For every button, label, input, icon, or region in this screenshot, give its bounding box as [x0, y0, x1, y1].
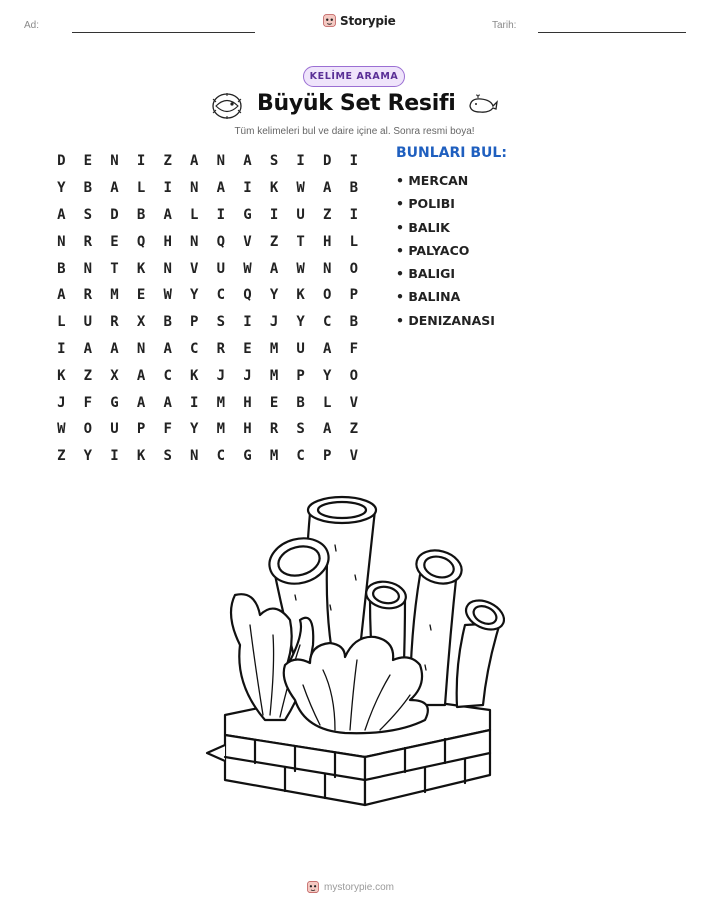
name-line[interactable] — [72, 32, 255, 33]
grid-letter[interactable]: Z — [163, 153, 172, 170]
grid-letter[interactable]: O — [323, 287, 332, 304]
grid-letter[interactable]: I — [190, 394, 199, 411]
grid-letter[interactable]: I — [296, 153, 305, 170]
grid-letter[interactable]: Z — [57, 448, 66, 465]
word-list-item: • PALYACO — [396, 242, 470, 258]
grid-letter[interactable]: U — [83, 314, 93, 331]
grid-letter[interactable]: A — [243, 153, 252, 170]
grid-letter[interactable]: U — [296, 206, 305, 223]
grid-letter[interactable]: A — [57, 206, 66, 223]
grid-letter[interactable]: S — [83, 206, 93, 223]
grid-letter[interactable]: A — [110, 180, 119, 197]
grid-letter[interactable]: D — [57, 153, 66, 170]
grid-letter[interactable]: I — [349, 206, 359, 223]
grid-row — [48, 255, 367, 282]
grid-letter[interactable]: R — [269, 421, 279, 438]
grid-letter[interactable]: R — [216, 340, 226, 357]
whale-icon — [467, 94, 499, 116]
grid-letter[interactable]: A — [136, 367, 146, 384]
grid-letter[interactable]: A — [190, 153, 199, 170]
grid-letter[interactable]: W — [296, 180, 305, 197]
date-line[interactable] — [538, 32, 686, 33]
grid-letter[interactable]: U — [110, 421, 119, 438]
grid-letter[interactable]: C — [323, 314, 332, 331]
grid-letter[interactable]: T — [110, 260, 119, 277]
grid-letter[interactable]: J — [57, 394, 66, 411]
grid-letter[interactable]: K — [136, 448, 146, 465]
grid-letter[interactable]: V — [243, 233, 252, 250]
word-list-item: • DENIZANASI — [396, 312, 495, 328]
grid-letter[interactable]: U — [296, 340, 305, 357]
grid-letter[interactable]: A — [163, 206, 172, 223]
grid-letter[interactable]: I — [216, 206, 226, 223]
word-list-item: • MERCAN — [396, 173, 469, 188]
grid-letter[interactable]: J — [216, 367, 226, 384]
grid-letter[interactable]: F — [163, 421, 172, 438]
word-list-item: • BALIGI — [396, 266, 456, 282]
grid-letter[interactable]: H — [243, 421, 252, 438]
grid-letter[interactable]: S — [296, 421, 305, 438]
grid-letter[interactable]: K — [296, 287, 305, 304]
grid-letter[interactable]: Q — [136, 233, 146, 250]
grid-letter[interactable]: N — [190, 180, 199, 197]
grid-letter[interactable]: N — [190, 448, 199, 465]
grid-letter[interactable]: Z — [83, 367, 93, 384]
grid-letter[interactable]: Y — [190, 421, 199, 438]
grid-letter[interactable]: R — [83, 233, 93, 250]
grid-letter[interactable]: A — [323, 421, 332, 438]
grid-row — [48, 282, 367, 309]
grid-letter[interactable]: L — [349, 233, 359, 250]
grid-letter[interactable]: Z — [323, 206, 332, 223]
grid-letter[interactable]: J — [243, 367, 252, 384]
grid-letter[interactable]: L — [190, 206, 199, 223]
grid-letter[interactable]: U — [216, 260, 226, 277]
grid-letter[interactable]: Y — [190, 287, 199, 304]
grid-letter[interactable]: I — [57, 340, 66, 357]
grid-letter[interactable]: N — [323, 260, 332, 277]
date-label: Tarih: — [492, 20, 517, 31]
grid-letter[interactable]: L — [57, 314, 66, 331]
grid-row — [48, 175, 367, 202]
grid-letter[interactable]: S — [269, 153, 279, 170]
grid-letter[interactable]: A — [216, 180, 226, 197]
grid-letter[interactable]: E — [136, 287, 146, 304]
grid-letter[interactable]: E — [110, 233, 119, 250]
grid-letter[interactable]: V — [349, 394, 359, 411]
grid-letter[interactable]: I — [243, 180, 252, 197]
grid-letter[interactable]: B — [83, 180, 93, 197]
grid-letter[interactable]: C — [163, 367, 172, 384]
grid-letter[interactable]: V — [190, 260, 199, 277]
find-words-heading: BUNLARI BUL: — [396, 145, 507, 161]
grid-letter[interactable]: I — [136, 153, 146, 170]
grid-letter[interactable]: I — [163, 180, 172, 197]
grid-letter[interactable]: Z — [349, 421, 359, 438]
grid-letter[interactable]: A — [57, 287, 66, 304]
grid-row — [48, 389, 367, 416]
grid-letter[interactable]: M — [269, 340, 279, 357]
grid-row — [48, 443, 367, 470]
word-list — [396, 172, 495, 335]
grid-letter[interactable]: N — [190, 233, 199, 250]
grid-letter[interactable]: B — [136, 206, 146, 223]
coral-fish-icon — [210, 91, 244, 121]
grid-letter[interactable]: D — [110, 206, 119, 223]
storypie-mascot-icon — [306, 880, 320, 894]
grid-letter[interactable]: K — [57, 367, 66, 384]
grid-letter[interactable]: J — [269, 314, 279, 331]
grid-letter[interactable]: N — [57, 233, 66, 250]
grid-letter[interactable]: Y — [57, 180, 66, 197]
grid-letter[interactable]: P — [190, 314, 199, 331]
grid-letter[interactable]: N — [110, 153, 119, 170]
instructions-text: Tüm kelimeleri bul ve daire içine al. Sonra resmi boya! — [234, 126, 475, 137]
page-title: Büyük Set Resifi — [257, 91, 456, 116]
grid-letter[interactable]: W — [243, 260, 252, 277]
grid-letter[interactable]: X — [110, 367, 119, 384]
grid-letter[interactable]: A — [110, 340, 119, 357]
word-search-grid[interactable] — [48, 148, 367, 470]
name-label: Ad: — [24, 20, 40, 31]
grid-letter[interactable]: A — [83, 340, 93, 357]
word-search-badge: KELİME ARAMA — [303, 66, 405, 87]
grid-letter[interactable]: A — [323, 340, 332, 357]
grid-row — [48, 336, 367, 363]
grid-letter[interactable]: C — [216, 287, 226, 304]
grid-letter[interactable]: N — [83, 260, 93, 277]
grid-letter[interactable]: X — [136, 314, 146, 331]
grid-letter[interactable]: I — [349, 153, 359, 170]
grid-letter[interactable]: B — [349, 314, 359, 331]
grid-letter[interactable]: F — [83, 394, 93, 411]
storypie-logo — [322, 13, 396, 28]
grid-letter[interactable]: S — [163, 448, 172, 465]
grid-letter[interactable]: A — [269, 260, 279, 277]
grid-letter[interactable]: E — [83, 153, 93, 170]
grid-letter[interactable]: M — [269, 367, 279, 384]
grid-letter[interactable]: K — [190, 367, 199, 384]
grid-letter[interactable]: C — [190, 340, 199, 357]
grid-letter[interactable]: Q — [216, 233, 226, 250]
grid-letter[interactable]: M — [216, 394, 226, 411]
grid-row — [48, 148, 367, 175]
grid-letter[interactable]: N — [216, 153, 226, 170]
grid-letter[interactable]: A — [163, 340, 172, 357]
grid-letter[interactable]: E — [269, 394, 279, 411]
grid-letter[interactable]: C — [216, 448, 226, 465]
grid-row — [48, 228, 367, 255]
grid-letter[interactable]: P — [349, 287, 359, 304]
grid-letter[interactable]: M — [216, 421, 226, 438]
grid-letter[interactable]: N — [163, 260, 172, 277]
grid-letter[interactable]: R — [83, 287, 93, 304]
grid-letter[interactable]: Y — [296, 314, 305, 331]
grid-letter[interactable]: P — [136, 421, 146, 438]
grid-letter[interactable]: W — [57, 421, 66, 438]
grid-row — [48, 309, 367, 336]
grid-letter[interactable]: A — [136, 394, 146, 411]
grid-letter[interactable]: H — [323, 233, 332, 250]
grid-letter[interactable]: A — [163, 394, 172, 411]
grid-letter[interactable]: H — [163, 233, 172, 250]
grid-letter[interactable]: B — [296, 394, 305, 411]
grid-letter[interactable]: I — [110, 448, 119, 465]
grid-letter[interactable]: O — [83, 421, 93, 438]
grid-letter[interactable]: Y — [323, 367, 332, 384]
word-list-item: • BALINA — [396, 289, 461, 305]
grid-letter[interactable]: P — [296, 367, 305, 384]
grid-row — [48, 202, 367, 229]
grid-letter[interactable]: E — [243, 340, 252, 357]
grid-letter[interactable]: Y — [269, 287, 279, 304]
grid-letter[interactable]: V — [349, 448, 359, 465]
grid-letter[interactable]: G — [110, 394, 119, 411]
grid-letter[interactable]: W — [163, 287, 172, 304]
grid-letter[interactable]: K — [269, 180, 279, 197]
footer — [306, 880, 394, 894]
grid-row — [48, 416, 367, 443]
grid-letter[interactable]: Z — [269, 233, 279, 250]
grid-letter[interactable]: B — [349, 180, 359, 197]
grid-letter[interactable]: L — [136, 180, 146, 197]
grid-letter[interactable]: W — [296, 260, 305, 277]
grid-letter[interactable]: I — [269, 206, 279, 223]
grid-letter[interactable]: G — [243, 206, 252, 223]
grid-letter[interactable]: C — [296, 448, 305, 465]
grid-letter[interactable]: T — [296, 233, 305, 250]
coral-reef-illustration[interactable] — [195, 485, 505, 810]
grid-letter[interactable]: F — [349, 340, 359, 357]
grid-letter[interactable]: A — [323, 180, 332, 197]
grid-letter[interactable]: B — [57, 260, 66, 277]
grid-letter[interactable]: I — [243, 314, 252, 331]
grid-letter[interactable]: D — [323, 153, 332, 170]
grid-letter[interactable]: R — [110, 314, 119, 331]
grid-letter[interactable]: K — [136, 260, 146, 277]
storypie-mascot-icon — [322, 13, 337, 28]
brand-name: Storypie — [340, 13, 396, 28]
footer-url[interactable]: mystorypie.com — [324, 881, 395, 893]
word-list-item: • POLIBI — [396, 196, 455, 212]
grid-letter[interactable]: N — [136, 340, 146, 357]
grid-letter[interactable]: Y — [83, 448, 93, 465]
grid-letter[interactable]: O — [349, 260, 359, 277]
grid-letter[interactable]: O — [349, 367, 359, 384]
word-list-item: • BALIK — [396, 219, 450, 235]
grid-letter[interactable]: G — [243, 448, 252, 465]
grid-letter[interactable]: L — [323, 394, 332, 411]
grid-letter[interactable]: S — [216, 314, 226, 331]
grid-letter[interactable]: B — [163, 314, 172, 331]
grid-row — [48, 362, 367, 389]
grid-letter[interactable]: M — [269, 448, 279, 465]
grid-letter[interactable]: Q — [243, 287, 252, 304]
grid-letter[interactable]: M — [110, 287, 119, 304]
grid-letter[interactable]: P — [323, 448, 332, 465]
grid-letter[interactable]: H — [243, 394, 252, 411]
